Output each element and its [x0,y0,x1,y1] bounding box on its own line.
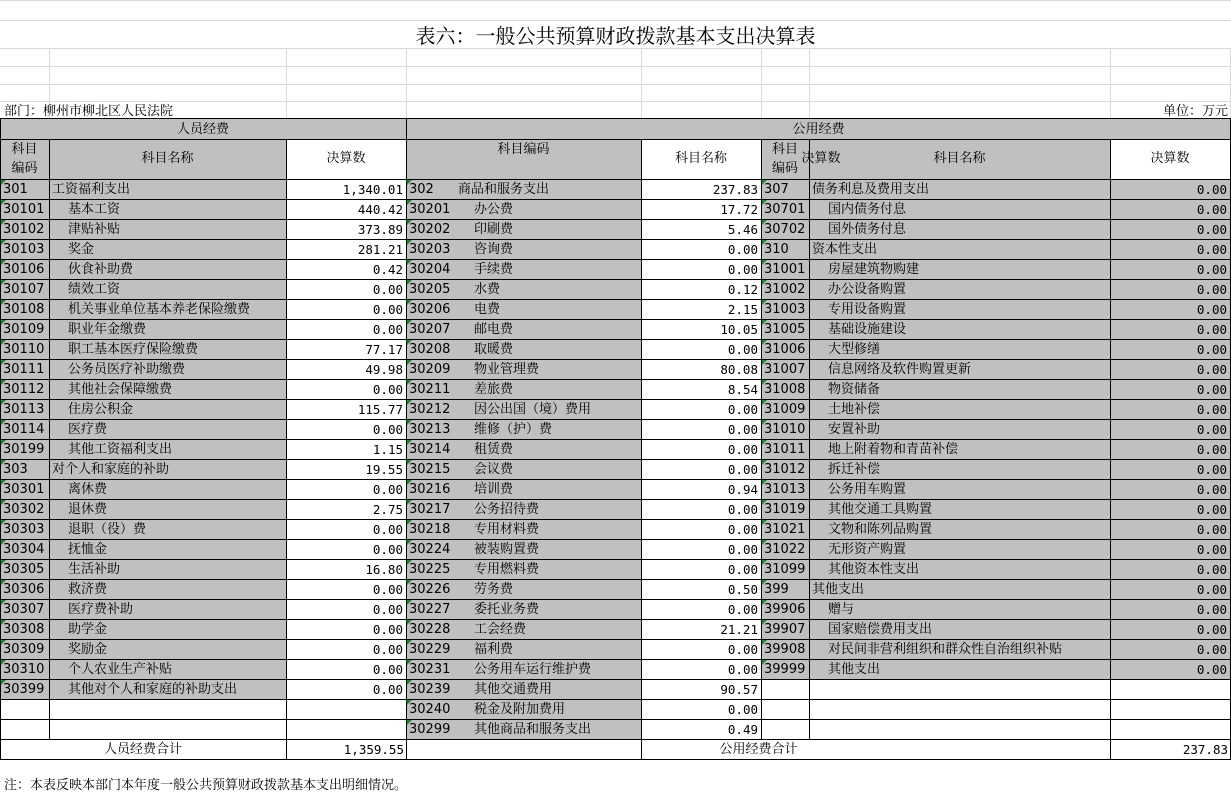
public-a-row-amount: 8.54 [727,382,758,397]
public-a-row-amount: 5.46 [727,222,758,237]
personnel-row-code: 30111 [3,362,45,377]
public-a-row-amount: 0.00 [727,602,758,617]
public-a-row-name: 福利费 [474,642,514,657]
public-b-row-name: 对民间非营利组织和群众性自治组织补贴 [828,642,1063,657]
public-b-row-amount: 0.00 [1196,322,1227,337]
public-b-row-code: 31003 [764,302,806,317]
public-b-row-name: 其他支出 [828,662,881,677]
public-a-row-name: 专用材料费 [474,522,540,537]
personnel-row-code: 30307 [3,602,45,617]
public-a-row-code: 302 [409,182,434,197]
public-a-row-code: 30299 [409,722,451,737]
public-b-row-amount: 0.00 [1196,562,1227,577]
report-title: 表六：一般公共预算财政拨款基本支出决算表 [415,24,816,48]
gridline [809,48,810,118]
public-a-row-name: 其他交通费用 [474,682,553,697]
personnel-row-name: 机关事业单位基本养老保险缴费 [68,302,251,317]
public-a-row-code: 30202 [409,222,451,237]
public-b-row-code: 307 [764,182,789,197]
public-b-row-code: 31011 [764,442,806,457]
public-a-row-code: 30224 [409,542,451,557]
v-border [286,139,287,740]
personnel-row-name: 津贴补贴 [68,222,121,237]
personnel-row-name: 退职（役）费 [68,522,147,537]
public-b-row-name: 土地补偿 [828,402,881,417]
public-b-row-code: 31009 [764,402,806,417]
public-a-row-amount: 0.00 [727,502,758,517]
personnel-row-amount: 0.00 [372,522,403,537]
personnel-row-amount: 281.21 [357,242,403,257]
personnel-row-name: 职业年金缴费 [68,322,147,337]
public-b-row-amount: 0.00 [1196,342,1227,357]
public-a-row-code: 30228 [409,622,451,637]
header-name-2: 科目名称 [933,151,986,166]
personnel-row-code: 30308 [3,622,45,637]
public-a-row-code: 30212 [409,402,451,417]
public-total-label: 公用经费合计 [719,742,798,757]
empty-rows [761,680,1231,740]
public-a-row-code: 30215 [409,462,451,477]
public-a-row-name: 工会经费 [474,622,527,637]
gridline [0,66,1231,67]
personnel-row-code: 30304 [3,542,45,557]
personnel-row-code: 30399 [3,682,45,697]
personnel-row-name: 职工基本医疗保险缴费 [68,342,199,357]
public-b-row-amount: 0.00 [1196,282,1227,297]
personnel-total-amount: 1,359.55 [343,742,404,757]
public-a-row-amount: 0.00 [727,542,758,557]
public-a-row-amount: 0.00 [727,462,758,477]
h-border [0,118,1231,119]
public-a-row-amount: 10.05 [720,322,758,337]
public-a-row-name: 因公出国（境）费用 [474,402,592,417]
public-a-row-code: 30227 [409,602,451,617]
empty-rows [0,700,406,740]
public-a-row-code: 30204 [409,262,451,277]
personnel-row-name: 工资福利支出 [52,182,131,197]
public-a-row-code: 30205 [409,282,451,297]
public-b-row-name: 国外债务付息 [828,222,907,237]
public-a-row-name: 培训费 [474,482,514,497]
v-border [641,139,642,760]
personnel-row-amount: 1,340.01 [342,182,403,197]
public-b-row-amount: 0.00 [1196,382,1227,397]
public-a-row-name: 专用燃料费 [474,562,540,577]
gridline [761,48,762,118]
public-b-row-code: 31019 [764,502,806,517]
public-a-row-amount: 237.83 [712,182,758,197]
personnel-row-amount: 19.55 [365,462,403,477]
public-a-row-code: 30201 [409,202,451,217]
public-a-row-code: 30225 [409,562,451,577]
personnel-row-name: 个人农业生产补贴 [68,662,173,677]
public-b-row-amount: 0.00 [1196,422,1227,437]
personnel-total-label: 人员经费合计 [103,742,182,757]
personnel-row-code: 301 [3,182,28,197]
personnel-row-amount: 0.00 [372,682,403,697]
public-a-row-amount: 0.50 [727,582,758,597]
personnel-row-name: 抚恤金 [68,542,108,557]
public-a-row-amount: 0.94 [727,482,758,497]
public-a-row-amount: 0.12 [727,282,758,297]
public-a-row-name: 差旅费 [474,382,514,397]
personnel-row-name: 退休费 [68,502,108,517]
public-b-row-name: 资本性支出 [812,242,878,257]
personnel-row-code: 30199 [3,442,45,457]
public-b-row-name: 国内债务付息 [828,202,907,217]
public-a-row-amount: 0.00 [727,562,758,577]
personnel-row-name: 奖金 [68,242,95,257]
public-b-row-amount: 0.00 [1196,182,1227,197]
personnel-row-amount: 16.80 [365,562,403,577]
public-a-row-amount: 90.57 [720,682,758,697]
public-a-row-amount: 21.21 [720,622,758,637]
personnel-row-amount: 0.00 [372,642,403,657]
personnel-group-header: 人员经费 [176,122,229,137]
public-a-row-name: 租赁费 [474,442,514,457]
public-b-row-name: 房屋建筑物购建 [828,262,920,277]
unit-label: 单位：万元 [1162,104,1228,119]
public-b-row-amount: 0.00 [1196,262,1227,277]
gridline [0,101,1231,102]
gridline [406,48,407,118]
public-b-row-amount: 0.00 [1196,542,1227,557]
personnel-row-name: 基本工资 [68,202,121,217]
personnel-row-code: 30301 [3,482,45,497]
public-b-row-code: 39907 [764,622,806,637]
public-b-row-name: 无形资产购置 [828,542,907,557]
public-b-row-name: 拆迁补偿 [828,462,881,477]
personnel-row-amount: 0.42 [372,262,403,277]
public-b-row-name: 信息网络及软件购置更新 [828,362,972,377]
public-b-row-code: 399 [764,582,789,597]
personnel-row-name: 住房公积金 [68,402,134,417]
public-a-row-amount: 0.00 [727,342,758,357]
public-a-row-code: 30229 [409,642,451,657]
header-name-0: 科目名称 [141,151,194,166]
public-a-row-name: 其他商品和服务支出 [474,722,592,737]
personnel-row-code: 30107 [3,282,45,297]
public-a-row-name: 被装购置费 [474,542,540,557]
personnel-row-amount: 0.00 [372,302,403,317]
personnel-row-amount: 0.00 [372,602,403,617]
public-a-row-code: 30217 [409,502,451,517]
public-a-row-name: 公务招待费 [474,502,540,517]
personnel-row-amount: 0.00 [372,282,403,297]
public-b-row-name: 基础设施建设 [828,322,907,337]
public-a-row-amount: 0.00 [727,642,758,657]
public-b-row-amount: 0.00 [1196,202,1227,217]
public-b-row-name: 其他资本性支出 [828,562,920,577]
personnel-row-amount: 0.00 [372,422,403,437]
personnel-row-code: 30110 [3,342,45,357]
public-b-row-name: 其他支出 [812,582,865,597]
personnel-row-name: 助学金 [68,622,108,637]
personnel-row-code: 30106 [3,262,45,277]
public-a-row-code: 30203 [409,242,451,257]
public-a-row-name: 维修（护）费 [474,422,553,437]
personnel-row-code: 30309 [3,642,45,657]
personnel-row-name: 医疗费补助 [68,602,134,617]
public-b-row-name: 安置补助 [828,422,881,437]
public-b-row-code: 31099 [764,562,806,577]
public-a-row-code: 30239 [409,682,451,697]
public-a-row-code: 30231 [409,662,451,677]
public-a-row-name: 手续费 [474,262,514,277]
personnel-row-amount: 0.00 [372,542,403,557]
header-name-1: 科目名称 [674,151,727,166]
header-code-0: 科目编码 [11,142,38,176]
public-a-row-amount: 0.00 [727,422,758,437]
public-b-row-amount: 0.00 [1196,662,1227,677]
h-border [0,759,1231,760]
public-a-row-name: 邮电费 [474,322,514,337]
personnel-row-code: 30305 [3,562,45,577]
public-b-row-code: 31001 [764,262,806,277]
personnel-row-name: 其他社会保障缴费 [68,382,173,397]
public-b-row-code: 31007 [764,362,806,377]
public-b-row-amount: 0.00 [1196,362,1227,377]
gridline [0,84,1231,85]
v-border [49,139,50,740]
public-a-row-name: 税金及附加费用 [474,702,566,717]
footnote: 注：本表反映本部门本年度一般公共预算财政拨款基本支出明细情况。 [4,778,408,793]
public-b-row-name: 地上附着物和青苗补偿 [828,442,959,457]
gridline [0,20,1231,21]
public-a-row-name: 咨询费 [474,242,514,257]
public-b-row-amount: 0.00 [1196,602,1227,617]
public-a-row-code: 30208 [409,342,451,357]
public-a-row-name: 会议费 [474,462,514,477]
personnel-row-code: 30109 [3,322,45,337]
personnel-row-code: 30113 [3,402,45,417]
public-b-row-code: 31005 [764,322,806,337]
public-a-row-code: 30240 [409,702,451,717]
public-b-row-name: 办公设备购置 [828,282,907,297]
public-a-row-name: 水费 [474,282,501,297]
personnel-row-name: 公务员医疗补助缴费 [68,362,186,377]
public-a-row-amount: 80.08 [720,362,758,377]
public-a-row-name: 公务用车运行维护费 [474,662,592,677]
public-b-row-amount: 0.00 [1196,462,1227,477]
public-b-row-code: 30701 [764,202,806,217]
personnel-row-amount: 77.17 [365,342,403,357]
public-a-row-name: 劳务费 [474,582,514,597]
public-a-row-code: 30218 [409,522,451,537]
public-group-header: 公用经费 [792,122,845,137]
public-a-row-code: 30211 [409,382,451,397]
public-b-row-amount: 0.00 [1196,482,1227,497]
public-b-row-name: 物资储备 [828,382,881,397]
public-a-row-code: 30206 [409,302,451,317]
personnel-row-name: 生活补助 [68,562,121,577]
gridline [286,48,287,118]
public-b-row-amount: 0.00 [1196,242,1227,257]
public-a-row-amount: 0.49 [727,722,758,737]
personnel-row-amount: 0.00 [372,582,403,597]
personnel-row-name: 伙食补助费 [68,262,134,277]
public-b-row-amount: 0.00 [1196,522,1227,537]
public-b-row-name: 其他交通工具购置 [828,502,933,517]
public-a-row-name: 物业管理费 [474,362,540,377]
public-b-row-name: 大型修缮 [828,342,881,357]
personnel-row-name: 医疗费 [68,422,108,437]
public-b-row-amount: 0.00 [1196,302,1227,317]
public-a-row-name: 取暖费 [474,342,514,357]
public-total-amount: 237.83 [1182,742,1228,757]
public-b-row-amount: 0.00 [1196,222,1227,237]
public-b-row-name: 专用设备购置 [828,302,907,317]
public-a-row-code: 30213 [409,422,451,437]
gridline [641,48,642,118]
header-amount-1: 决算数 [801,151,841,166]
public-a-row-amount: 17.72 [720,202,758,217]
public-b-row-code: 31006 [764,342,806,357]
public-b-row-name: 公务用车购置 [828,482,907,497]
public-a-row-code: 30214 [409,442,451,457]
public-b-row-code: 31021 [764,522,806,537]
public-a-row-name: 办公费 [474,202,514,217]
header-amount-2: 决算数 [1150,151,1190,166]
personnel-row-code: 303 [3,462,28,477]
personnel-row-amount: 0.00 [372,662,403,677]
personnel-row-name: 绩效工资 [68,282,121,297]
public-b-row-code: 31022 [764,542,806,557]
v-border [809,139,810,740]
personnel-row-amount: 49.98 [365,362,403,377]
personnel-row-code: 30103 [3,242,45,257]
personnel-row-amount: 0.00 [372,622,403,637]
personnel-row-code: 30303 [3,522,45,537]
personnel-row-code: 30114 [3,422,45,437]
gridline [0,0,1231,1]
personnel-row-amount: 0.00 [372,482,403,497]
public-b-row-amount: 0.00 [1196,622,1227,637]
public-a-row-amount: 0.00 [727,662,758,677]
public-b-row-code: 31002 [764,282,806,297]
personnel-row-name: 对个人和家庭的补助 [52,462,170,477]
personnel-row-amount: 115.77 [357,402,403,417]
public-a-row-amount: 0.00 [727,402,758,417]
public-a-row-amount: 0.00 [727,262,758,277]
public-a-row-name: 印刷费 [474,222,514,237]
public-a-row-amount: 0.00 [727,702,758,717]
public-b-row-code: 310 [764,242,789,257]
v-border [1110,139,1111,740]
public-b-row-name: 赠与 [828,602,855,617]
public-a-row-code: 30207 [409,322,451,337]
personnel-row-code: 30306 [3,582,45,597]
public-b-row-code: 39906 [764,602,806,617]
public-b-row-amount: 0.00 [1196,402,1227,417]
personnel-row-name: 救济费 [68,582,108,597]
personnel-row-code: 30108 [3,302,45,317]
header-amount-0: 决算数 [326,151,366,166]
header-code-2: 科目编码 [771,142,798,176]
public-b-row-code: 39908 [764,642,806,657]
personnel-row-amount: 2.75 [372,502,403,517]
personnel-row-name: 其他工资福利支出 [68,442,173,457]
department-label: 部门：柳州市柳北区人民法院 [4,104,174,119]
public-b-row-code: 31010 [764,422,806,437]
personnel-row-code: 30112 [3,382,45,397]
public-b-row-code: 31012 [764,462,806,477]
public-b-row-code: 31008 [764,382,806,397]
public-b-row-amount: 0.00 [1196,442,1227,457]
personnel-row-amount: 0.00 [372,322,403,337]
header-code-1: 科目编码 [497,142,550,157]
public-b-row-code: 39999 [764,662,806,677]
personnel-row-name: 离休费 [68,482,108,497]
public-b-row-code: 31013 [764,482,806,497]
personnel-row-code: 30310 [3,662,45,677]
public-a-row-name: 电费 [474,302,501,317]
public-b-row-amount: 0.00 [1196,642,1227,657]
public-a-row-name: 委托业务费 [474,602,540,617]
public-b-row-name: 国家赔偿费用支出 [828,622,933,637]
public-b-row-amount: 0.00 [1196,502,1227,517]
personnel-row-code: 30102 [3,222,45,237]
public-b-row-name: 文物和陈列品购置 [828,522,933,537]
personnel-row-amount: 440.42 [357,202,403,217]
public-a-row-code: 30226 [409,582,451,597]
public-a-row-amount: 2.15 [727,302,758,317]
public-a-row-amount: 0.00 [727,442,758,457]
personnel-row-amount: 373.89 [357,222,403,237]
personnel-row-name: 其他对个人和家庭的补助支出 [68,682,238,697]
public-a-row-name: 商品和服务支出 [458,182,550,197]
public-a-row-amount: 0.00 [727,522,758,537]
public-b-row-name: 债务利息及费用支出 [812,182,930,197]
personnel-row-code: 30302 [3,502,45,517]
public-b-row-amount: 0.00 [1196,582,1227,597]
personnel-row-amount: 0.00 [372,382,403,397]
public-b-row-code: 30702 [764,222,806,237]
public-a-row-code: 30209 [409,362,451,377]
personnel-row-name: 奖励金 [68,642,108,657]
public-a-row-code: 30216 [409,482,451,497]
public-a-row-amount: 0.00 [727,242,758,257]
personnel-row-amount: 1.15 [372,442,403,457]
personnel-row-code: 30101 [3,202,45,217]
